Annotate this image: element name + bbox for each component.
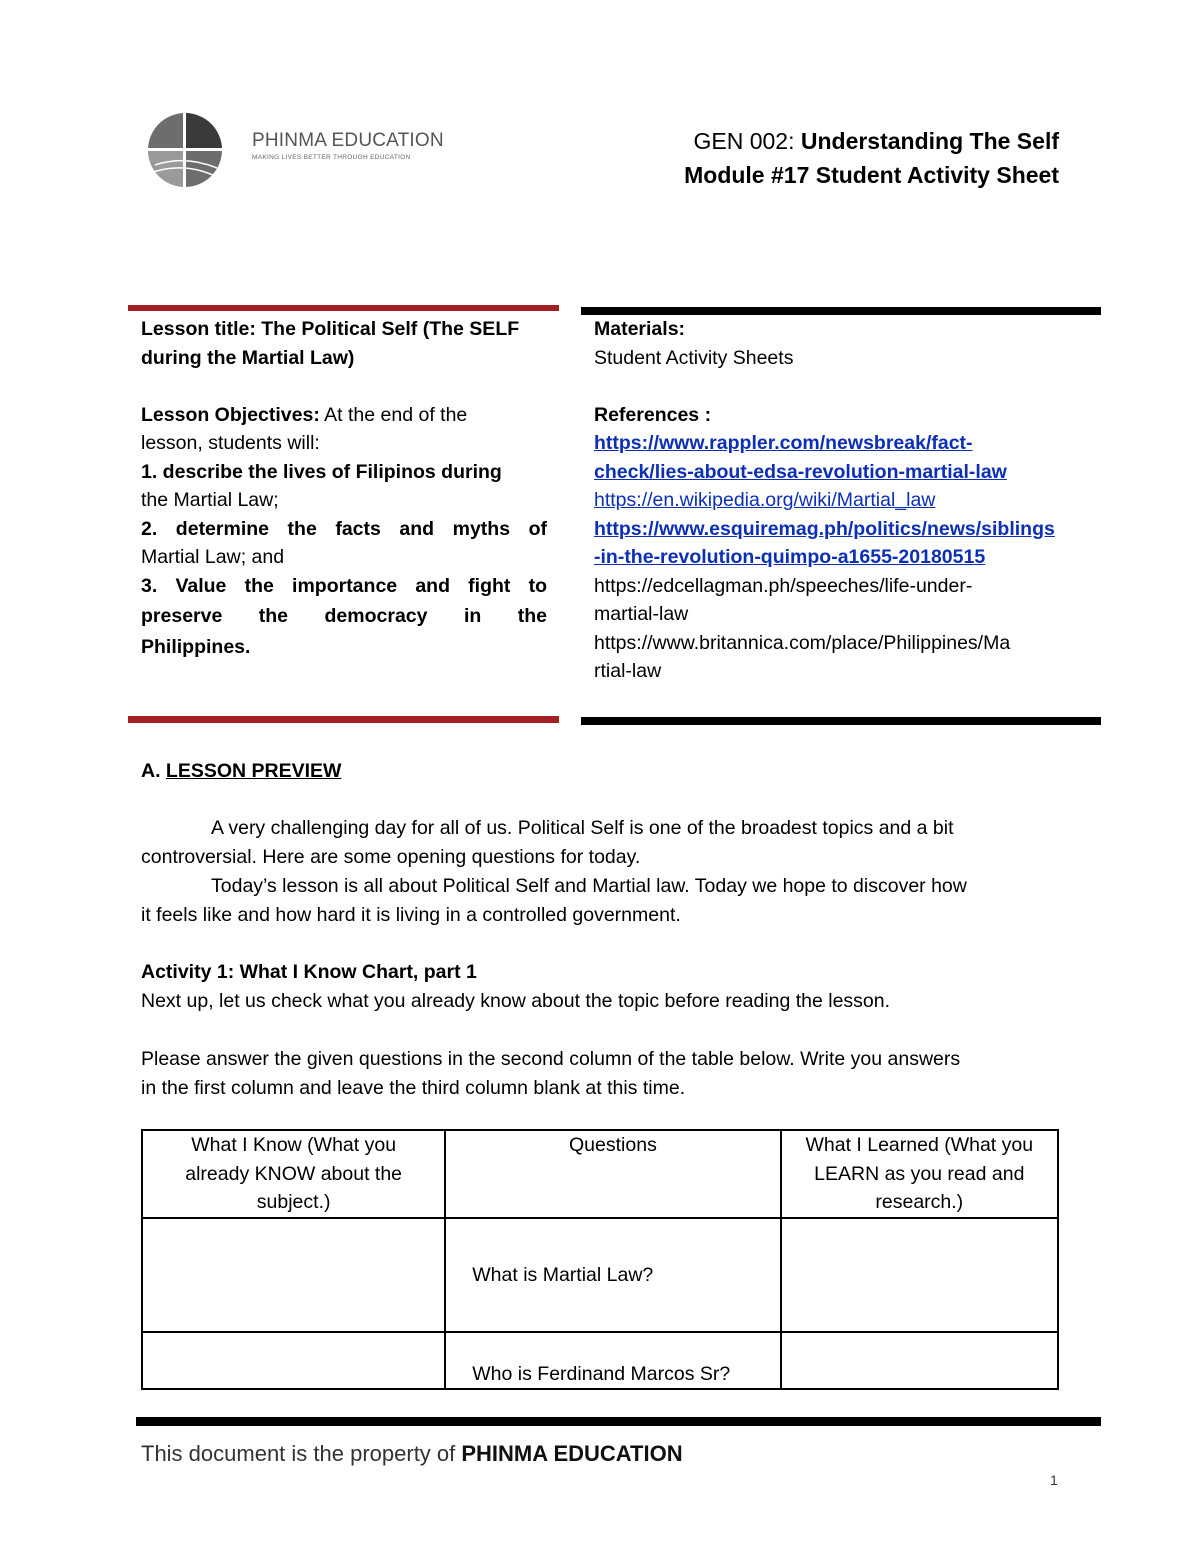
- question-cell-1: What is Martial Law?: [445, 1218, 780, 1332]
- preview-para2-line1: Today’s lesson is all about Political Self and Martial law. Today we hope to discover how: [211, 875, 967, 897]
- activity-instruction-line1: Please answer the given questions in the second column of the table below. Write you answers: [141, 1047, 961, 1070]
- lesson-preview-title: LESSON PREVIEW: [165, 760, 342, 782]
- answer-know-cell-2[interactable]: [142, 1332, 445, 1389]
- reference-link-esquire-1[interactable]: https://www.esquiremag.ph/politics/news/siblings: [594, 517, 1055, 540]
- question-cell-2: Who is Ferdinand Marcos Sr?: [445, 1332, 780, 1389]
- materials-references-box: [594, 315, 1094, 686]
- objective-3-line3: Philippines.: [141, 635, 251, 658]
- lesson-info-box: [141, 315, 547, 661]
- objective-3-line2: preserve the democracy in the: [141, 605, 547, 627]
- right-bottom-divider: [581, 717, 1101, 725]
- reference-britannica-1: https://www.britannica.com/place/Philippines/Ma: [594, 631, 1011, 654]
- header-questions: Questions: [445, 1130, 780, 1218]
- reference-britannica-2: rtial-law: [594, 660, 662, 682]
- materials-label: Materials:: [594, 318, 686, 340]
- footer-owner: PHINMA EDUCATION: [461, 1441, 683, 1466]
- logo-tagline: MAKING LIVES BETTER THROUGH EDUCATION: [252, 154, 411, 161]
- module-title: Module #17 Student Activity Sheet: [684, 162, 1059, 188]
- objectives-intro-b: lesson, students will:: [141, 432, 320, 454]
- objectives-label: Lesson Objectives:: [141, 403, 320, 426]
- lesson-title-line1: Lesson title: The Political Self (The SELF: [141, 318, 520, 340]
- header-what-i-learned: What I Learned (What you LEARN as you read and research.): [781, 1130, 1058, 1218]
- what-i-know-chart: [141, 1129, 1059, 1390]
- objective-2-line1: 2. determine the facts and myths of: [141, 517, 547, 540]
- logo-name: PHINMA EDUCATION: [252, 130, 444, 151]
- objectives-intro-a: At the end of the: [319, 403, 468, 426]
- course-title: Understanding The Self: [800, 128, 1059, 154]
- table-header-row: [142, 1130, 1058, 1218]
- footer-property-notice: This document is the property of PHINMA EDUCATION: [141, 1441, 683, 1466]
- answer-learned-cell-2[interactable]: [781, 1332, 1058, 1389]
- header-what-i-know: What I Know (What you already KNOW about the subject.): [142, 1130, 445, 1218]
- activity-instruction-line2: in the first column and leave the third column blank at this time.: [141, 1076, 686, 1099]
- table-row: [142, 1218, 1058, 1332]
- preview-para2-line2: it feels like and how hard it is living in a controlled government.: [141, 904, 681, 926]
- objective-3-line1: 3. Value the importance and fight to: [141, 574, 547, 597]
- objectives-intro-line1: [141, 401, 547, 430]
- reference-link-rappler-1[interactable]: https://www.rappler.com/newsbreak/fact-: [594, 432, 973, 454]
- activity-line1: Next up, let us check what you already know about the topic before reading the lesson.: [141, 990, 891, 1012]
- phinma-logo-icon: [145, 110, 255, 190]
- objective-1-line1: 1. describe the lives of Filipinos during: [141, 460, 502, 483]
- answer-know-cell-1[interactable]: [142, 1218, 445, 1332]
- page-number: 1: [1050, 1472, 1058, 1488]
- reference-edcellagman-2: martial-law: [594, 603, 689, 625]
- course-code: GEN 002:: [693, 128, 795, 154]
- lesson-preview-heading: A. LESSON PREVIEW: [141, 760, 342, 782]
- materials-value: Student Activity Sheets: [594, 346, 794, 369]
- activity-section: [141, 958, 1066, 1103]
- objective-1-line2: the Martial Law;: [141, 489, 279, 511]
- objective-2-line2: Martial Law; and: [141, 546, 285, 568]
- preview-para1-line2: controversial. Here are some opening questions for today.: [141, 846, 641, 868]
- reference-link-wikipedia[interactable]: https://en.wikipedia.org/wiki/Martial_law: [594, 489, 936, 511]
- left-top-divider: [128, 305, 559, 311]
- footer-divider: [136, 1417, 1101, 1426]
- preview-para1-line1: A very challenging day for all of us. Political Self is one of the broadest topics and a bit: [211, 817, 954, 839]
- course-heading: [693, 128, 1059, 155]
- reference-link-rappler-2[interactable]: check/lies-about-edsa-revolution-martial-law: [594, 460, 1007, 483]
- activity-title: Activity 1: What I Know Chart, part 1: [141, 961, 477, 983]
- right-top-divider: [581, 307, 1101, 315]
- table-row: [142, 1332, 1058, 1389]
- left-bottom-divider: [128, 716, 559, 723]
- lesson-title-line2: during the Martial Law): [141, 346, 355, 369]
- references-label: References :: [594, 403, 712, 426]
- lesson-preview-body: [141, 814, 1066, 930]
- reference-link-esquire-2[interactable]: -in-the-revolution-quimpo-a1655-20180515: [594, 546, 986, 568]
- reference-edcellagman-1: https://edcellagman.ph/speeches/life-under-: [594, 574, 973, 597]
- answer-learned-cell-1[interactable]: [781, 1218, 1058, 1332]
